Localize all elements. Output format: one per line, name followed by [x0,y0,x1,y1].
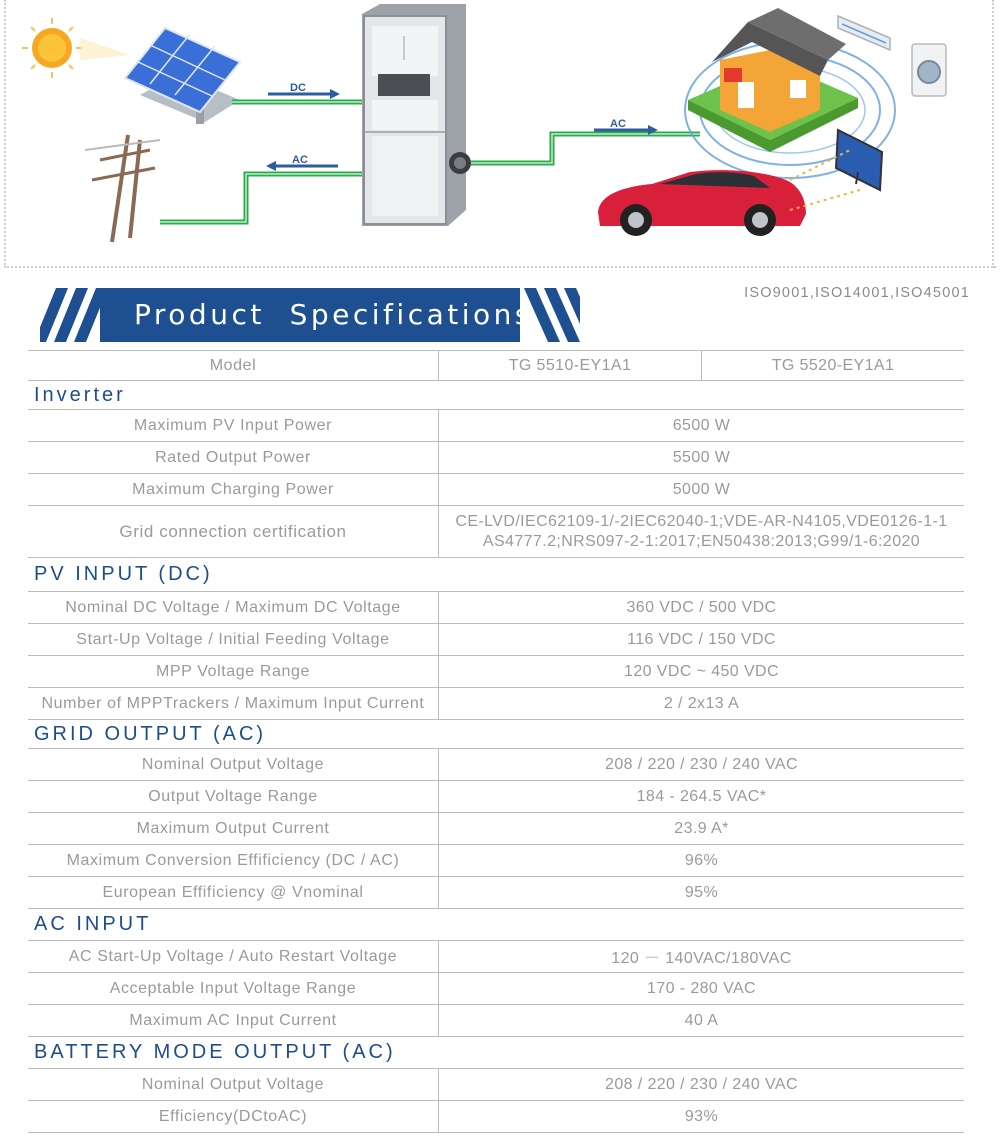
cert-line-1: CE-LVD/IEC62109-1/-2IEC62040-1;VDE-AR-N4105,VDE0126-1-1 [455,512,948,530]
row-value: 360 VDC / 500 VDC [626,598,777,616]
section-grid-output-title: GRID OUTPUT (AC) [28,720,964,749]
ac-grid-label: AC [292,154,308,166]
solar-panel-icon [125,28,240,124]
diagram-divider [4,266,996,268]
table-row [28,688,964,720]
row-value: 23.9 A* [674,819,729,837]
row-label: Acceptable Input Voltage Range [28,973,439,1004]
table-row [28,845,964,877]
air-conditioner-icon [838,16,890,50]
table-row [28,624,964,656]
cert-line-2: AS4777.2;NRS097-2-1:2017;EN50438:2013;G99/1-6:2020 [482,532,921,550]
section-inverter-title: Inverter [28,381,964,410]
row-value: 208 / 220 / 230 / 240 VAC [605,755,798,773]
table-row [28,1005,964,1037]
ac-load-label: AC [610,118,626,130]
power-pole-icon [85,135,160,242]
table-row [28,877,964,909]
model-1: TG 5510-EY1A1 [508,356,632,374]
row-value: 5500 W [672,448,731,466]
diagram-right-border [992,0,994,268]
inverter-icon [362,4,471,226]
row-label: Maximum PV Input Power [28,410,439,441]
dc-arrow [268,82,340,99]
model-2: TG 5520-EY1A1 [701,351,964,380]
row-label: Maximum Conversion Effificiency (DC / AC) [28,845,439,876]
table-row [28,474,964,506]
row-label: Nominal Output Voltage [28,749,439,780]
row-label: Rated Output Power [28,442,439,473]
row-label: Nominal Output Voltage [28,1069,439,1100]
row-value [439,506,964,557]
model-label: Model [28,351,439,380]
row-value: 170 - 280 VAC [647,979,756,997]
sun-icon [22,18,130,78]
row-label: Nominal DC Voltage / Maximum DC Voltage [28,592,439,623]
row-value: 120 － 140VAC/180VAC [611,950,792,967]
row-label: Start-Up Voltage / Initial Feeding Voltage [28,624,439,655]
row-label: Efficiency(DCtoAC) [28,1101,439,1132]
row-label: MPP Voltage Range [28,656,439,687]
row-value: 120 VDC ~ 450 VDC [624,662,779,680]
table-row [28,506,964,558]
table-row [28,973,964,1005]
table-row [28,592,964,624]
row-value: 116 VDC / 150 VDC [627,630,776,648]
row-value: 208 / 220 / 230 / 240 VAC [605,1075,798,1093]
load-wire [471,134,700,163]
row-value: 184 - 264.5 VAC* [636,787,767,805]
row-value: 96% [684,851,719,869]
dc-label: DC [290,82,306,94]
section-ac-input-title: AC INPUT [28,909,964,941]
table-row [28,1101,964,1133]
table-row [28,1069,964,1101]
row-label: Maximum Charging Power [28,474,439,505]
row-label: Grid connection certification [28,506,439,557]
row-label: Maximum AC Input Current [28,1005,439,1036]
row-label: European Effificiency @ Vnominal [28,877,439,908]
system-diagram [0,0,1000,268]
table-row [28,813,964,845]
page-title: Product Specifications [134,298,533,331]
diagram-left-border [4,0,6,268]
tv-icon [836,130,882,190]
table-row [28,442,964,474]
table-row [28,656,964,688]
row-label: Maximum Output Current [28,813,439,844]
grid-wire [160,174,362,222]
section-pv-input-title: PV INPUT (DC) [28,558,964,592]
table-row [28,749,964,781]
car-icon [598,170,806,236]
table-row [28,410,964,442]
row-value: 93% [684,1107,719,1125]
model-row [28,350,964,381]
certifications-text: ISO9001,ISO14001,ISO45001 [744,285,970,301]
washing-machine-icon [912,44,946,96]
ac-grid-arrow [266,154,338,171]
row-value: 95% [684,883,719,901]
row-value: 40 A [684,1011,719,1029]
row-value: 5000 W [672,480,731,498]
table-row [28,781,964,813]
row-label: AC Start-Up Voltage / Auto Restart Voltage [28,941,439,972]
spec-table [28,350,964,1133]
table-row [28,941,964,973]
row-value: 2 / 2x13 A [663,694,740,712]
row-value: 6500 W [672,416,731,434]
section-battery-output-title: BATTERY MODE OUTPUT (AC) [28,1037,964,1069]
row-label: Number of MPPTrackers / Maximum Input Current [28,688,439,719]
row-label: Output Voltage Range [28,781,439,812]
